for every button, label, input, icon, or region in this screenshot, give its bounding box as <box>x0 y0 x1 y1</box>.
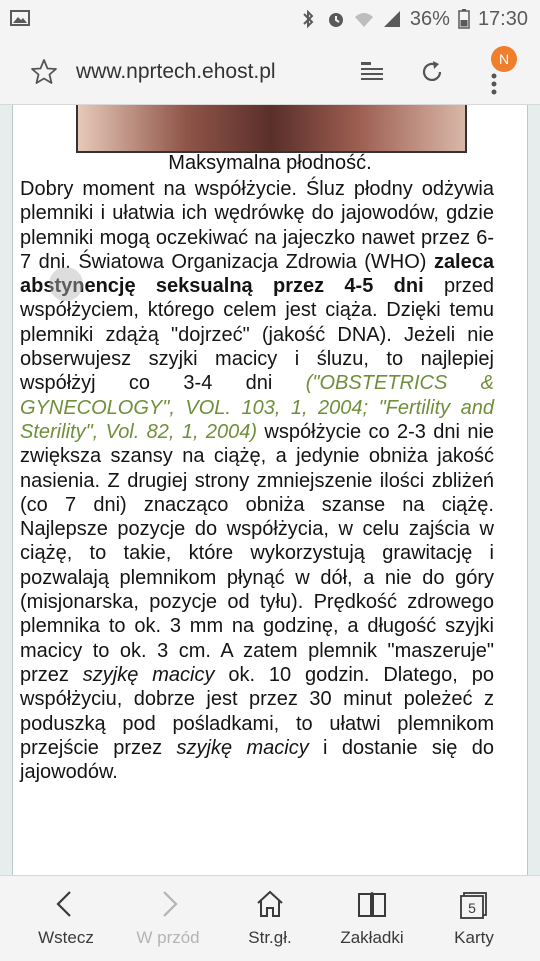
reader-mode-icon[interactable] <box>358 58 386 86</box>
article-text <box>20 177 494 784</box>
article-image <box>76 105 467 153</box>
address-bar <box>0 38 540 105</box>
chevron-right-icon <box>152 888 184 920</box>
bookmarks-button[interactable] <box>318 876 426 961</box>
clock: 17:30 <box>477 7 528 30</box>
bottom-toolbar <box>0 875 540 961</box>
forward-button[interactable] <box>114 876 222 961</box>
reference-link[interactable]: ("OBSTETRICS & GYNECOLOGY", VOL. 103, 1, 2004; "Fertility and Sterility", Vol. 82, 1, 2004) <box>20 372 494 443</box>
home-label: Str.gł. <box>248 928 292 947</box>
url-text[interactable]: www.nprtech.ehost.pl <box>76 60 276 83</box>
article-text-4: ok. 10 godzin. Dlatego, po współżyciu, dobrze jest przez 30 minut poleżeć z poduszką pod pośladkami, to ułatwi plemnikom przejście przez <box>20 663 494 759</box>
book-icon <box>356 888 388 920</box>
forward-label: W przód <box>136 928 200 947</box>
tabs-label: Karty <box>454 928 494 947</box>
bookmark-star-icon[interactable] <box>30 58 58 86</box>
article-text-5: i dostanie się do jajowodów. <box>20 736 494 784</box>
page-frame-left <box>0 105 13 875</box>
chevron-left-icon <box>50 888 82 920</box>
gallery-icon <box>10 10 30 26</box>
article-bold-1: zaleca abstynencję seksualną przez 4-5 dni <box>20 250 494 298</box>
home-button[interactable] <box>216 876 324 961</box>
status-right <box>298 0 528 38</box>
home-icon <box>254 888 286 920</box>
back-label: Wstecz <box>38 928 94 947</box>
article-text-1: Dobry moment na współżycie. Śluz płodny odżywia plemniki i ułatwia ich wędrówkę do jajowodów, gdzie plemniki mogą oczekiwać na jajeczko nawet przez 6-7 dni. Światowa Organizacja Zdrowia (WHO) <box>20 178 494 273</box>
back-button[interactable] <box>12 876 120 961</box>
signal-icon <box>382 9 402 29</box>
image-caption: Maksymalna płodność. <box>168 152 372 174</box>
article-text-3: współżycie co 2-3 dni nie zwiększa szansy na ciążę, a jedynie obniża jakość nasienia. Z drugiej strony zmniejszenie ilości zbliżeń (co 7 dni) znacząco obniża szanse na ciążę. Najlepsze pozycje do współżycia, w celu zajścia w ciążę, to takie, które wykorzystują grawitację i pozwalają plemnikom płynąć w dół, a nie do góry (misjonarska, pozycje od tyłu). Prędkość zdrowego plemnika to ok. 3 mm na godzinę, a długość szyjki macicy to ok. 3 cm. A zatem plemnik "maszeruje" przez <box>20 420 495 686</box>
alarm-icon <box>326 9 346 29</box>
tabs-button[interactable] <box>420 876 528 961</box>
article-text-2: przed współżyciem, którego celem jest ciąża. Dzięki temu plemniki zdążą "dojrzeć" (jakość DNA). Jeżeli nie obserwujesz szyjki macicy i śluzu, to najlepiej współżyj co 3-4 dni <box>20 275 494 395</box>
battery-icon <box>458 9 470 29</box>
wifi-icon <box>354 9 374 29</box>
tabs-count: 5 <box>468 900 476 916</box>
web-content <box>0 105 540 875</box>
bluetooth-icon <box>298 9 318 29</box>
battery-percent: 36% <box>409 7 450 30</box>
profile-badge[interactable]: N <box>491 46 517 72</box>
article-italic-2: szyjkę macicy <box>176 736 309 759</box>
refresh-icon[interactable] <box>418 58 446 86</box>
touch-indicator <box>49 267 83 301</box>
article-italic-1: szyjkę macicy <box>82 663 215 686</box>
tabs-icon <box>458 888 490 920</box>
bookmarks-label: Zakładki <box>340 928 404 947</box>
status-bar <box>0 0 540 38</box>
page-frame-right <box>527 105 540 875</box>
